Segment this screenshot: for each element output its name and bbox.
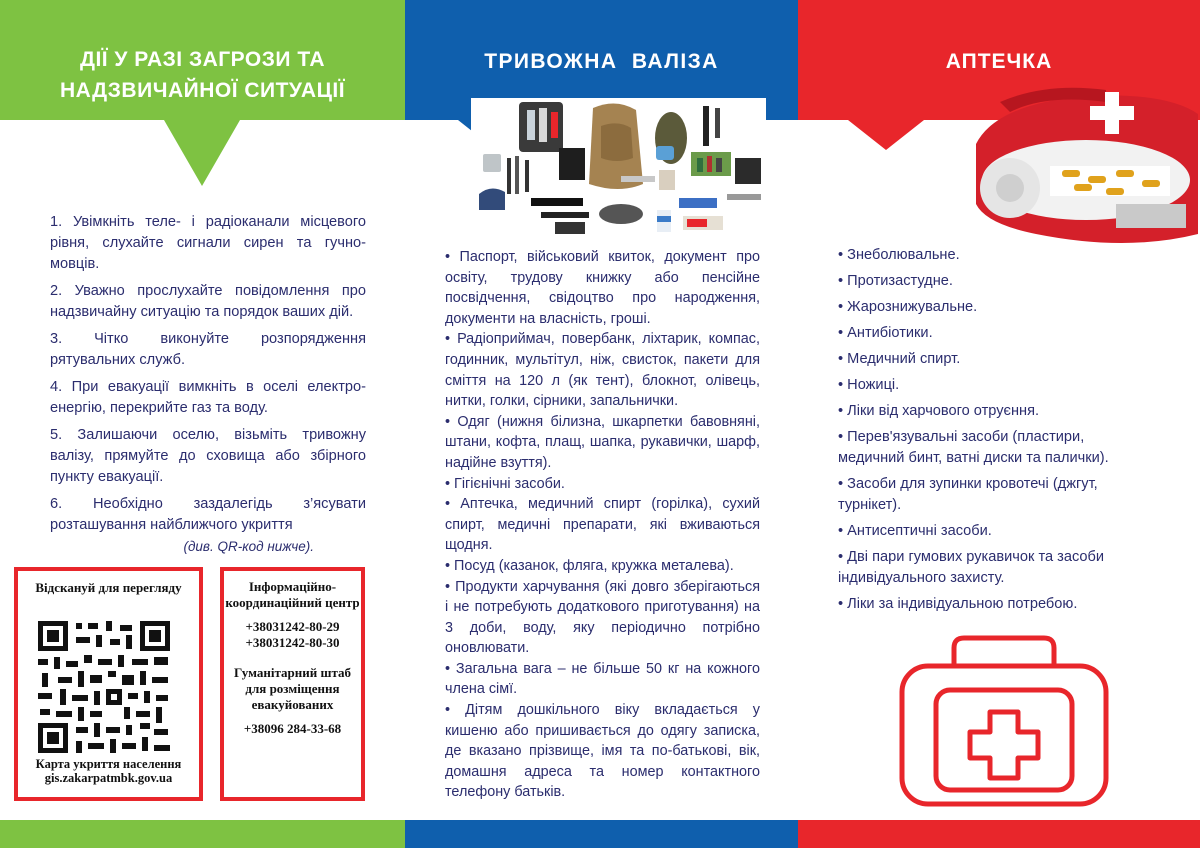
aid-item: • Ліки за індивідуальною потребою.	[838, 594, 1138, 615]
actions-column	[0, 0, 405, 848]
blue-footer-bar	[405, 820, 798, 848]
emergency-kit-photo	[471, 98, 766, 248]
aid-item: • Антисептичні засоби.	[838, 521, 1138, 542]
aid-item: • Дві пари гумових рукавичок та засоби індивідуального захисту.	[838, 547, 1138, 589]
aid-item: • Протизастудне.	[838, 271, 1138, 292]
qr-caption	[18, 757, 199, 785]
step-item: 1. Увімкніть теле- і радіоканали місцевого рівня, слухайте сигнали сирен та гучно-мовців.	[50, 214, 366, 272]
bag-items-list	[445, 247, 760, 803]
aid-items-list	[838, 245, 1138, 620]
actions-title-line1: ДІЇ У РАЗІ ЗАГРОЗИ ТА	[79, 48, 326, 71]
qr-box-title: Відскануй для перегляду	[35, 580, 182, 595]
phone-number[interactable]: +38031242-80-30	[245, 635, 340, 650]
bag-item: • Дітям дошкільного віку вкладається у кишеню або пришивається до одягу записка, де вказано прізвище, імя та по-батькові, вік, домашня адреса та номер контактного телефону батьків.	[445, 700, 760, 803]
info-center-title: Інформаційно-координаційний центр	[225, 579, 360, 610]
aid-item: • Ножиці.	[838, 375, 1138, 396]
aid-item: • Ліки від харчового отруєння.	[838, 401, 1138, 422]
phone-number[interactable]: +38096 284-33-68	[243, 721, 342, 736]
bag-item: • Одяг (нижня білизна, шкарпетки бавовняні, штани, кофта, плащ, шапка, рукавички, шарф, надійне взуття).	[445, 412, 760, 474]
green-footer-bar	[0, 820, 405, 848]
aid-item: • Жарознижувальне.	[838, 297, 1138, 318]
qr-caption-url[interactable]: gis.zakarpatmbk.gov.ua	[44, 771, 173, 785]
info-contacts-box	[220, 567, 365, 801]
qr-caption-line1: Карта укриття населення	[35, 757, 182, 771]
step-item: 3. Чітко виконуйте розпорядження рятувальних служб.	[50, 331, 366, 368]
first-aid-column	[798, 0, 1200, 848]
aid-item: • Засоби для зупинки кровотечі (джгут, турнікет).	[838, 474, 1138, 516]
bag-item: • Гігієнічні засоби.	[445, 474, 760, 495]
actions-steps-list	[50, 212, 366, 557]
red-footer-bar	[798, 820, 1200, 848]
bag-title: ТРИВОЖНА ВАЛІЗА	[484, 50, 719, 73]
aid-item: • Антибіотики.	[838, 323, 1138, 344]
qr-box	[14, 567, 203, 801]
step-item: 2. Уважно прослухайте повідомлення про надзвичайну ситуацію та порядок ваших дій.	[50, 283, 366, 320]
qr-note: (див. QR-код нижче).	[183, 539, 314, 554]
aid-item: • Знеболювальне.	[838, 245, 1138, 266]
step-item	[50, 494, 366, 557]
bag-item: • Загальна вага – не більше 50 кг на кожного члена сімї.	[445, 659, 760, 700]
bag-item: • Аптечка, медичний спирт (горілка), сухий спирт, медичні препарати, які вживаються щодня.	[445, 494, 760, 556]
actions-title	[0, 44, 405, 106]
first-aid-bag-photo	[966, 84, 1200, 252]
aid-title: АПТЕЧКА	[945, 50, 1053, 73]
bag-item: • Продукти харчування (які довго зберігаються і не потребують додаткового приготування) на 3 доби, воду, яку періодично потрібно оновлювати.	[445, 577, 760, 659]
bag-item: • Посуд (казанок, фляга, кружка металева).	[445, 556, 760, 577]
actions-title-line2: НАДЗВИЧАЙНОЇ СИТУАЦІЇ	[59, 79, 346, 102]
aid-item: • Медичний спирт.	[838, 349, 1138, 370]
step-item-text: 6. Необхідно заздалегідь з’ясувати розташування найближчого укриття	[50, 496, 366, 533]
bag-item: • Паспорт, військовий квиток, документ про освіту, трудову книжку або пенсійне посвідчення, свідоцтво про народження, документи на власність, гроші.	[445, 247, 760, 329]
emergency-bag-column	[405, 0, 798, 848]
qr-code-icon[interactable]	[36, 619, 172, 755]
aid-item: • Перев'язувальні засоби (пластири, медичний бинт, ватні диски та палички).	[838, 427, 1138, 469]
humanitarian-hq-title: Гуманітарний штаб для розміщення евакуйованих	[234, 665, 351, 712]
bag-item: • Радіоприймач, повербанк, ліхтарик, компас, годинник, мультітул, ніж, свисток, пакети для сміття на 120 л (як тент), блокнот, олівець, нитки, голки, сірники, запальнички.	[445, 329, 760, 411]
step-item: 4. При евакуації вимкніть в оселі електро-енергію, перекрийте газ та воду.	[50, 379, 366, 416]
first-aid-kit-icon	[898, 632, 1110, 808]
phone-number[interactable]: +38031242-80-29	[245, 619, 340, 634]
step-item: 5. Залишаючи оселю, візьміть тривожну валізу, прямуйте до сховища або збірного пункту евакуації.	[50, 427, 366, 485]
